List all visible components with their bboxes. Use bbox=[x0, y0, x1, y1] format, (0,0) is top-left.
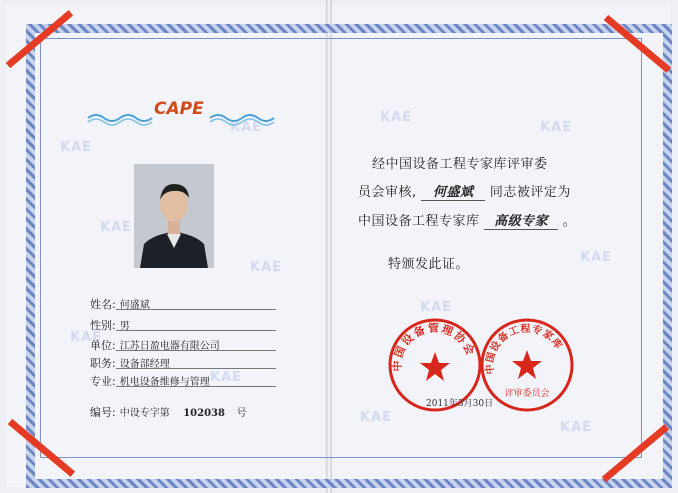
number-suffix: 号 bbox=[236, 408, 247, 419]
certificate: KAE KAE KAE KAE KAE KAE KAE KAE KAE KAE KAE KAE CAPE 姓名: 何盛斌 性别: 男 单位: 江苏日盈电器有限公司 职务: 设备部经理 专业: 机电设备维修与管理 编号: 中设专字第 102038 号 经中国设备工程专家库评审委 员会审核, 何盛斌 同志被评定为 中国设备工程专家库 高级专家 。 特颁发此证。 中国设备管理协会 中国设备工程专家库 评审委员会 2011年3月30日 bbox=[0, 0, 678, 493]
seal-left-text: 中国设备管理协会 bbox=[390, 321, 478, 372]
position-value: 设备部经理 bbox=[119, 359, 170, 370]
major-label: 专业: bbox=[90, 375, 116, 388]
major-underline bbox=[116, 386, 276, 387]
unit-underline bbox=[116, 350, 276, 351]
statement-line-2-b: 同志被评定为 bbox=[489, 185, 571, 200]
gender-label: 性别: bbox=[90, 319, 116, 332]
holder-photo bbox=[134, 164, 214, 268]
statement-line-3-a: 中国设备工程专家库 bbox=[358, 214, 480, 229]
cape-logo-text: CAPE bbox=[154, 99, 204, 119]
gender-underline bbox=[116, 330, 276, 331]
issue-date: 2011年3月30日 bbox=[426, 399, 494, 409]
statement-line-2-a: 员会审核, bbox=[358, 185, 417, 200]
statement-level: 高级专家 bbox=[484, 210, 558, 230]
name-value: 何盛斌 bbox=[119, 300, 150, 311]
seal-right-bottom-text: 评审委员会 bbox=[504, 389, 550, 399]
statement-line-4: 特颁发此证。 bbox=[388, 257, 470, 272]
position-label: 职务: bbox=[90, 357, 116, 370]
name-underline bbox=[116, 309, 276, 310]
number-label: 编号: bbox=[90, 406, 116, 419]
name-label: 姓名: bbox=[90, 298, 116, 311]
field-number bbox=[90, 404, 246, 420]
statement-holder-name: 何盛斌 bbox=[421, 181, 485, 201]
number-value: 102038 bbox=[183, 408, 225, 419]
statement-line-2 bbox=[358, 181, 571, 201]
seal-right-text: 中国设备工程专家库 bbox=[484, 323, 565, 375]
statement-line-3 bbox=[358, 210, 576, 230]
unit-label: 单位: bbox=[90, 339, 116, 352]
major-value: 机电设备维修与管理 bbox=[119, 377, 210, 388]
number-prefix: 中设专字第 bbox=[119, 408, 170, 419]
gender-value: 男 bbox=[119, 321, 130, 332]
statement-line-1: 经中国设备工程专家库评审委 bbox=[372, 157, 548, 172]
unit-value: 江苏日盈电器有限公司 bbox=[119, 341, 220, 352]
statement-line-3-b: 。 bbox=[562, 214, 577, 229]
position-underline bbox=[116, 368, 276, 369]
